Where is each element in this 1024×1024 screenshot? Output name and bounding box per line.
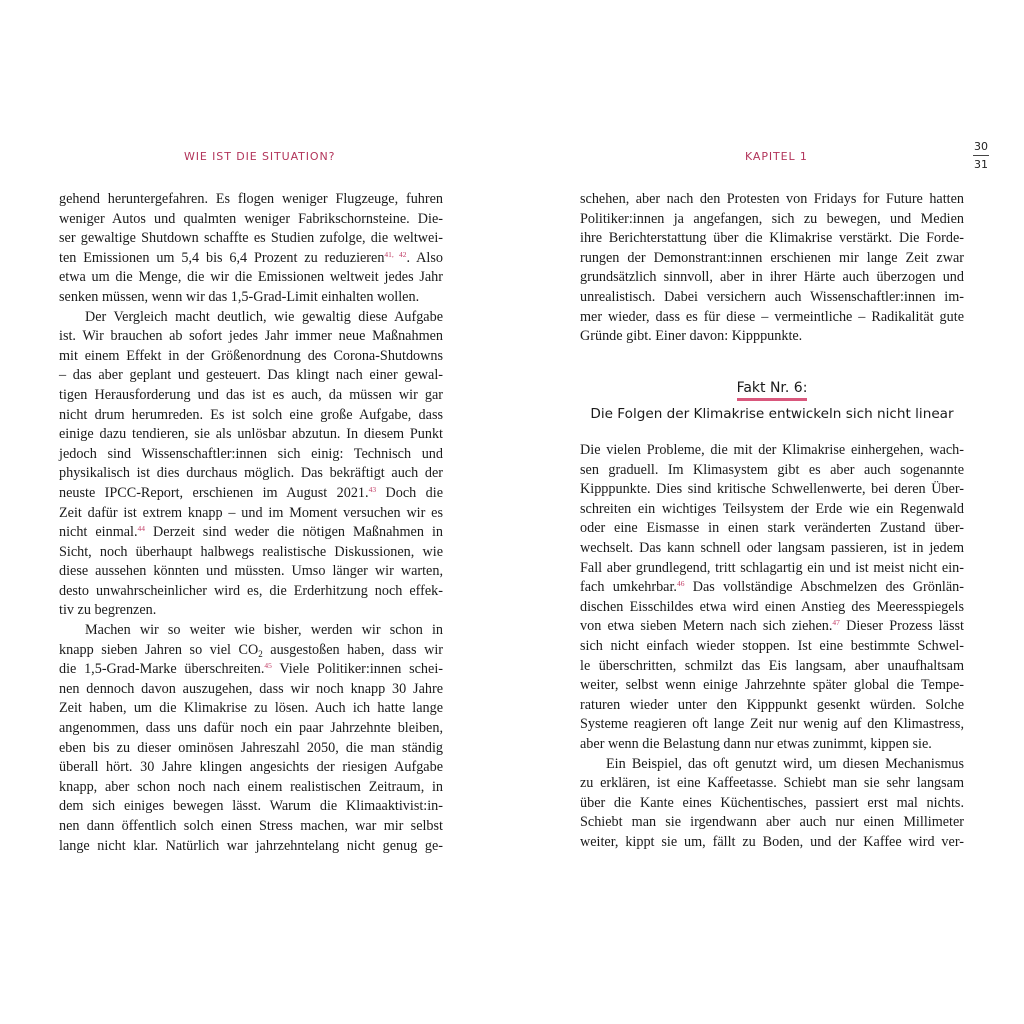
text-line: jedoch sind Wissenschaftler:innen sich einig: Technisch und [59,445,443,462]
text-line: Die vielen Probleme, die mit der Klimakrise einhergehen, wach- [580,442,964,458]
text-line: sich nicht einfach wieder stoppen. Ist eine bestimmte Schwel- [580,637,964,654]
text-line: dem sich einiges bewegen lässt. Warum die Klimaaktivist:in- [59,798,443,815]
text-line: eben bis zu dieser ominösen Jahreszahl 2050, die man ständig [59,739,443,756]
running-head-left: WIE IST DIE SITUATION? [184,150,336,163]
text-line: etwa um die Menge, die wir die Emissionen weltweit jedes Jahr [59,269,443,286]
left-page-column [59,190,443,856]
text-line: Gründe gibt. Einer davon: Kipppunkte. [580,328,803,345]
text-line: tiv zu begrenzen. [59,602,157,619]
text-line: grundsätzlich sinnvoll, aber in ihrer Härte auch überzogen und [580,269,964,286]
text-line: unrealistisch. Dabei versichern auch Wissenschaftler:innen im- [580,288,964,305]
text-line: rungen der Demonstrant:innen erschienen mir lange Zeit zwar [580,249,964,266]
footnote-marker: 45 [264,661,272,671]
text-line: ist. Wir brauchen ab sofort jedes Jahr immer neue Maßnahmen [59,328,443,345]
text-line: dischen Eisschildes etwa wird einen Anstieg des Meeresspiegels [580,598,964,615]
text-line: knapp, aber schon noch nach einem realistischen Zeitraum, in [59,778,443,795]
text-line: ten Emissionen um 5,4 bis 6,4 Prozent zu reduzieren$^{41, 42}$. Also [59,249,443,266]
text-line: weniger Autos und qualmten weniger Fabrikschornsteine. Die- [59,210,443,227]
text-line: nen dennoch davon auszugehen, dass wir noch knapp 30 Jahre [59,680,443,697]
text-line: raturen wieder unter den Kipppunkt gesenkt würden. Solche [580,696,964,713]
running-head-right: KAPITEL 1 [745,150,808,163]
text-line: nen dann öffentlich solch einen Stress machen, war mir selbst [59,818,443,834]
text-line: lange nicht klar. Natürlich war jahrzehntelang nicht genug ge- [59,837,443,854]
text-line: Der Vergleich macht deutlich, wie gewaltig diese Aufgabe [85,308,443,325]
footnote-marker: 44 [137,524,146,534]
footnote-marker: 43 [368,484,377,494]
text-line: zu erklären, ist eine Kaffeetasse. Schiebt man sie sehr langsam [580,775,964,792]
text-line: wechselt. Das kann schnell oder langsam passieren, ist in jedem [580,539,964,556]
text-line: desto unwahrscheinlicher wird es, die Erderhitzung noch effek- [59,582,443,599]
text-line: Machen wir so weiter wie bisher, werden wir schon in [85,622,443,639]
page-number-left: 30 [974,140,988,153]
text-line: nicht drum herumreden. Es ist solch eine große Aufgabe, dass [59,406,443,423]
text-line: tigen Herausforderung und das ist es auch, da müssen wir gar [59,386,443,403]
text-line: senken müssen, wenn wir das 1,5-Grad-Limit einhalten wollen. [59,288,420,305]
text-line: Ein Beispiel, das oft genutzt wird, um diesen Mechanismus [606,755,964,772]
page-number-right: 31 [974,158,988,171]
text-line: Schiebt man sie irgendwann aber auch nur einen Millimeter [580,814,964,831]
text-line: Sicht, noch überhaupt halbwegs realistische Diskussionen, wie [59,543,443,560]
text-line: oder eine Eismasse in einen stark veränderten Zustand über- [580,520,964,537]
text-line: Kipppunkte. Dies sind kritische Schwellenwerte, bei deren Über- [580,481,964,498]
page-number-divider [973,155,989,156]
text-line: überall hört. 30 Jahre klingen angesichts der riesigen Aufgabe [59,759,443,776]
text-line: die 1,5-Grad-Marke überschreiten.$^{45}$ Viele Politiker:innen schei- [59,661,443,678]
text-line: angenommen, dass uns dafür noch ein paar Jahrzehnte bleiben, [59,720,443,737]
page-numbers [971,139,991,172]
fact-heading [580,378,964,422]
text-line: mit einem Effekt in der Größenordnung des Corona-Shutdowns [59,347,443,364]
text-line: schehen, aber nach den Protesten von Fridays for Future hatten [580,191,964,207]
right-page-column-top [580,190,964,347]
fact-title: Fakt Nr. 6: [737,378,808,401]
text-line: neuste IPCC-Report, erschienen im August 2021.43 Doch die [59,484,443,501]
text-line: sen graduell. Im Klimasystem gibt es aber auch sogenannte [580,461,964,478]
text-line: mer wieder, dass es für diese – vermeintliche – Radikalität gute [580,308,964,325]
text-line: Systeme reagieren oft lange Zeit nur wenig auf den Klimastress, [580,716,964,733]
text-line: Fall aber grundlegend, tritt schlagartig ein und ist meist nicht ein- [580,559,964,576]
right-page-column-bottom [580,441,964,852]
text-line: diese aussehen könnten und müssten. Umso länger wir warten, [59,563,443,580]
fact-subtitle: Die Folgen der Klimakrise entwickeln sich nicht linear [590,406,954,422]
text-line: aber wenn die Belastung dann nur etwas zunimmt, kippen sie. [580,735,932,752]
footnote-marker: 41, 42 [384,249,407,259]
footnote-marker: 47 [832,618,840,628]
text-line: – das aber geplant und gesteuert. Das klingt nach einer gewal- [59,367,443,384]
text-line: knapp sieben Jahren so viel $CO_2$ ausgestoßen haben, dass wir [59,641,443,659]
text-line: Zeit dafür ist extrem knapp – und im Moment versuchen wir es [59,504,443,521]
footnote-marker: 46 [676,579,685,589]
text-line: schreiten ein wichtiges Teilsystem der Erde wie ein Regenwald [580,500,964,517]
text-line: Zeit haben, um die Klimakrise zu lösen. Auch ich hatte lange [59,700,443,717]
text-line: nicht einmal.$^{44}$ Derzeit sind weder die nötigen Maßnahmen in [59,524,443,541]
text-line: fach umkehrbar.$^{46}$ Das vollständige Abschmelzen des Grönlän- [580,579,964,596]
text-line: über die Kante eines Küchentisches, passiert erst mal nichts. [580,794,964,811]
text-line: le überschritten, schmilzt das Eis langsam, aber unaufhaltsam [580,657,964,674]
text-line: weiter, kippt sie um, fällt zu Boden, und der Kaffee wird ver- [580,833,964,850]
text-line: gehend heruntergefahren. Es flogen weniger Flugzeuge, fuhren [59,191,443,207]
text-line: von etwa sieben Metern nach sich ziehen.$^{47}$ Dieser Prozess lässt [580,618,964,635]
text-line: einige dazu tendieren, sie als unlösbar abzutun. In diesem Punkt [59,426,443,443]
text-line: ser gewaltige Shutdown schaffte es Studien zufolge, die weltwei- [59,230,443,247]
text-line: weiter, selbst wenn einige Jahrzehnte später global die Tempe- [580,677,964,694]
text-line: Politiker:innen ja angefangen, sich zu bewegen, und Medien [580,210,964,227]
subscript: 2 [258,648,263,659]
text-line: physikalisch ist dies durchaus möglich. Das bekräftigt auch der [59,465,443,482]
text-line: ihre Berichterstattung über die Klimakrise verstärkt. Die Forde- [580,230,964,247]
